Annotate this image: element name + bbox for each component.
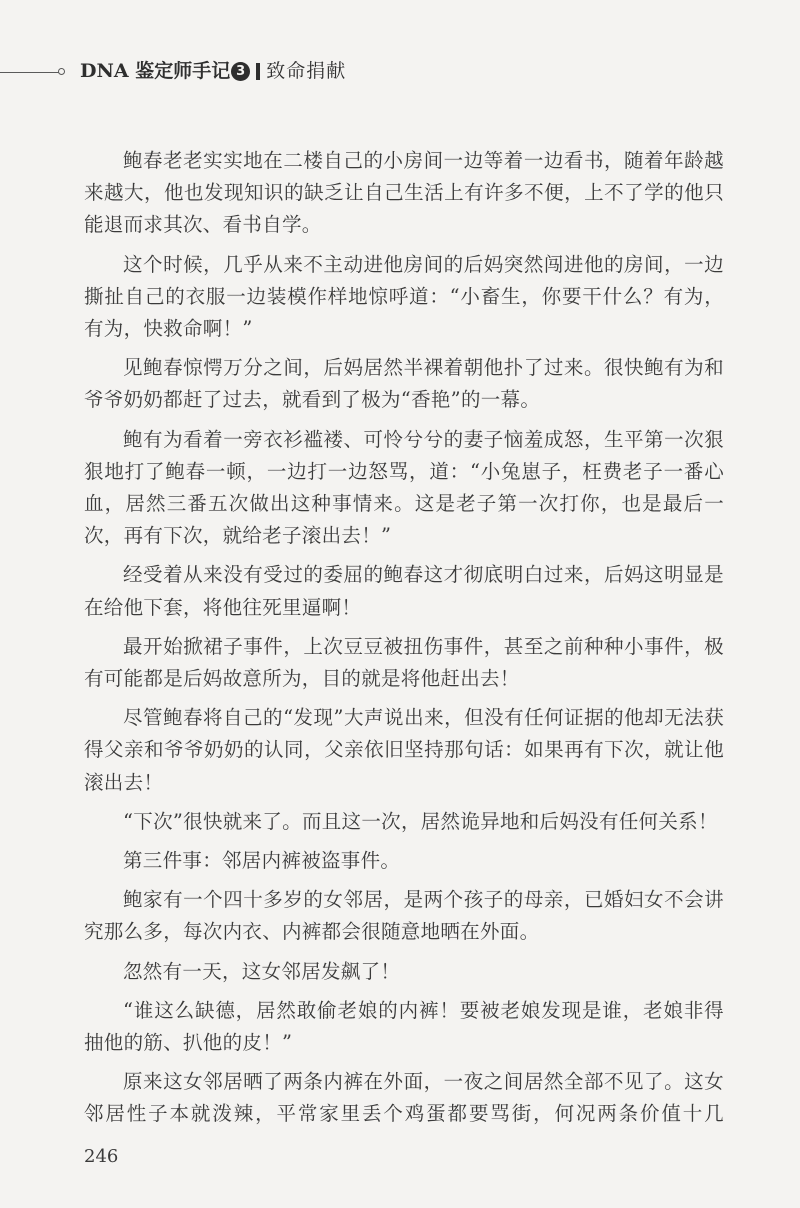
- paragraph: “下次”很快就来了。而且这一次，居然诡异地和后妈没有任何关系！: [123, 809, 718, 833]
- paragraph: 第三件事：邻居内裤被盗事件。: [123, 849, 401, 873]
- paragraph: 见鲍春惊愕万分之间，后妈居然半裸着朝他扑了过来。很快鲍有为和爷爷奶奶都赶了过去，就看到了极为“香艳”的一幕。: [84, 356, 724, 412]
- book-title: DNA 鉴定师手记: [80, 60, 231, 82]
- paragraph: 原来这女邻居晒了两条内裤在外面，一夜之间居然全部不见了。这女邻居性子本就泼辣，平常家里丢个鸡蛋都要骂街，何况两条价值十几: [84, 1070, 724, 1126]
- paragraph: “谁这么缺德，居然敢偷老娘的内裤！要被老娘发现是谁，老娘非得抽他的筋、扒他的皮！”: [84, 998, 724, 1055]
- running-header: [0, 56, 800, 86]
- book-subtitle: 致命捐献: [266, 60, 347, 82]
- paragraph: 鲍春老老实实地在二楼自己的小房间一边等着一边看书，随着年龄越来越大，他也发现知识的缺乏让自己生活上有许多不便，上不了学的他只能退而求其次、看书自学。: [84, 149, 724, 237]
- paragraph: 鲍有为看着一旁衣衫褴褛、可怜兮兮的妻子恼羞成怒，生平第一次狠狠地打了鲍春一顿，一边打一边怒骂，道：“小兔崽子，枉费老子一番心血，居然三番五次做出这种事情来。这是老子第一次打你，也是最后一次，再有下次，就给老子滚出去！”: [84, 427, 724, 548]
- header-separator-bar: [256, 63, 260, 80]
- page-number: 246: [84, 1146, 119, 1167]
- paragraph: 鲍家有一个四十多岁的女邻居，是两个孩子的母亲，已婚妇女不会讲究那么多，每次内衣、内裤都会很随意地晒在外面。: [84, 888, 724, 944]
- body-text: [84, 145, 724, 1130]
- header-title-group: [80, 56, 346, 86]
- header-circle-ornament-icon: [58, 68, 65, 75]
- paragraph: 最开始掀裙子事件，上次豆豆被扭伤事件，甚至之前种种小事件，极有可能都是后妈故意所为，目的就是将他赶出去！: [84, 634, 724, 691]
- paragraph: 尽管鲍春将自己的“发现”大声说出来，但没有任何证据的他却无法获得父亲和爷爷奶奶的认同，父亲依旧坚持那句话：如果再有下次，就让他滚出去！: [84, 706, 724, 794]
- header-rule-line: [0, 72, 60, 73]
- volume-number-badge: 3: [231, 62, 250, 81]
- paragraph: 忽然有一天，这女邻居发飙了！: [123, 959, 401, 983]
- paragraph: 这个时候，几乎从来不主动进他房间的后妈突然闯进他的房间，一边撕扯自己的衣服一边装模作样地惊呼道：“小畜生，你要干什么？有为，有为，快救命啊！”: [84, 252, 724, 341]
- paragraph: 经受着从来没有受过的委屈的鲍春这才彻底明白过来，后妈这明显是在给他下套，将他往死里逼啊！: [84, 563, 724, 619]
